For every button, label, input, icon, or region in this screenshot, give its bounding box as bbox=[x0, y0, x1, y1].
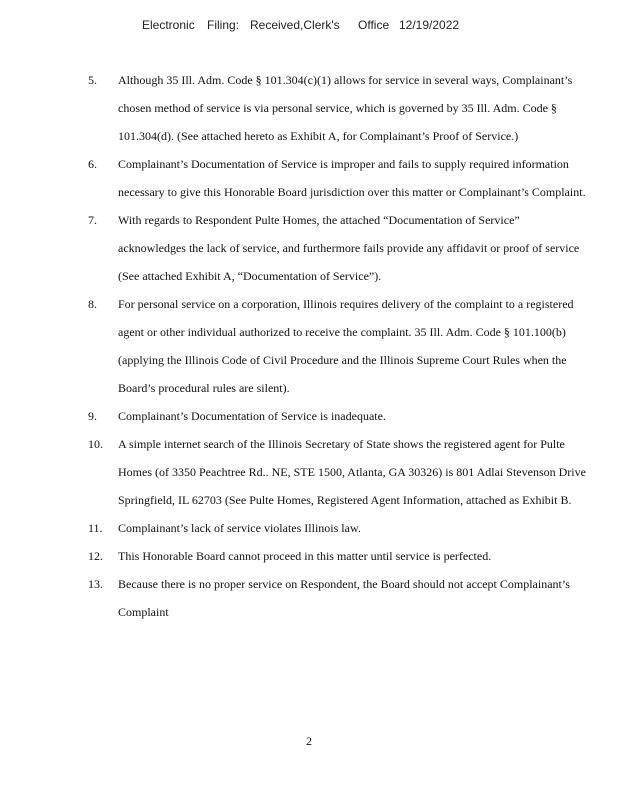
paragraph-text: Although 35 Ill. Adm. Code § 101.304(c)(1) allows for service in several ways, Complainant’s chosen method of service is via personal service, which is governed by 35 Ill. Adm. Code § 101.304(d). (See attached hereto as Exhibit A, for Complainant’s Proof of Service.) bbox=[118, 73, 573, 143]
numbered-paragraphs bbox=[88, 66, 588, 626]
paragraph-text: Complainant’s lack of service violates Illinois law. bbox=[118, 521, 361, 535]
paragraph-text: A simple internet search of the Illinois Secretary of State shows the registered agent for Pulte Homes (of 3350 Peachtree Rd.. NE, STE 1500, Atlanta, GA 30326) is 801 Adlai Stevenson Drive Springfield, IL 62703 (See Pulte Homes, Registered Agent Information, attached as Exhibit B. bbox=[118, 437, 586, 507]
header-filing: Filing: bbox=[207, 18, 240, 32]
header-date: 12/19/2022 bbox=[399, 18, 460, 32]
paragraph-9 bbox=[88, 402, 588, 430]
header-received: Received,Clerk's bbox=[250, 18, 340, 32]
paragraph-text: Because there is no proper service on Respondent, the Board should not accept Complainant’s Complaint bbox=[118, 577, 570, 619]
paragraph-7 bbox=[88, 206, 588, 290]
paragraph-number: 8. bbox=[88, 297, 97, 311]
paragraph-12 bbox=[88, 542, 588, 570]
paragraph-number: 12. bbox=[88, 549, 103, 563]
paragraph-text: Complainant’s Documentation of Service is inadequate. bbox=[118, 409, 386, 423]
paragraph-text: With regards to Respondent Pulte Homes, the attached “Documentation of Service” acknowledges the lack of service, and furthermore fails provide any affidavit or proof of service (See attached Exhibit A, “Documentation of Service”). bbox=[118, 213, 580, 283]
paragraph-number: 5. bbox=[88, 73, 97, 87]
paragraph-number: 6. bbox=[88, 157, 97, 171]
paragraph-text: This Honorable Board cannot proceed in this matter until service is perfected. bbox=[118, 549, 492, 563]
paragraph-number: 10. bbox=[88, 437, 103, 451]
page-number: 2 bbox=[306, 734, 312, 748]
header-office: Office bbox=[358, 18, 390, 32]
paragraph-8 bbox=[88, 290, 588, 402]
paragraph-number: 13. bbox=[88, 577, 103, 591]
header-electronic: Electronic bbox=[142, 18, 195, 32]
paragraph-number: 11. bbox=[88, 521, 103, 535]
paragraph-11 bbox=[88, 514, 588, 542]
paragraph-number: 9. bbox=[88, 409, 97, 423]
paragraph-5 bbox=[88, 66, 588, 150]
paragraph-text: Complainant’s Documentation of Service is improper and fails to supply required information necessary to give this Honorable Board jurisdiction over this matter or Complainant’s Complaint. bbox=[118, 157, 586, 199]
paragraph-text: For personal service on a corporation, Illinois requires delivery of the complaint to a registered agent or other individual authorized to receive the complaint. 35 Ill. Adm. Code § 101.100(b) (applying the Illinois Code of Civil Procedure and the Illinois Supreme Court Rules when the Board’s procedural rules are silent). bbox=[118, 297, 574, 395]
paragraph-number: 7. bbox=[88, 213, 97, 227]
paragraph-13 bbox=[88, 570, 588, 626]
paragraph-10 bbox=[88, 430, 588, 514]
paragraph-6 bbox=[88, 150, 588, 206]
